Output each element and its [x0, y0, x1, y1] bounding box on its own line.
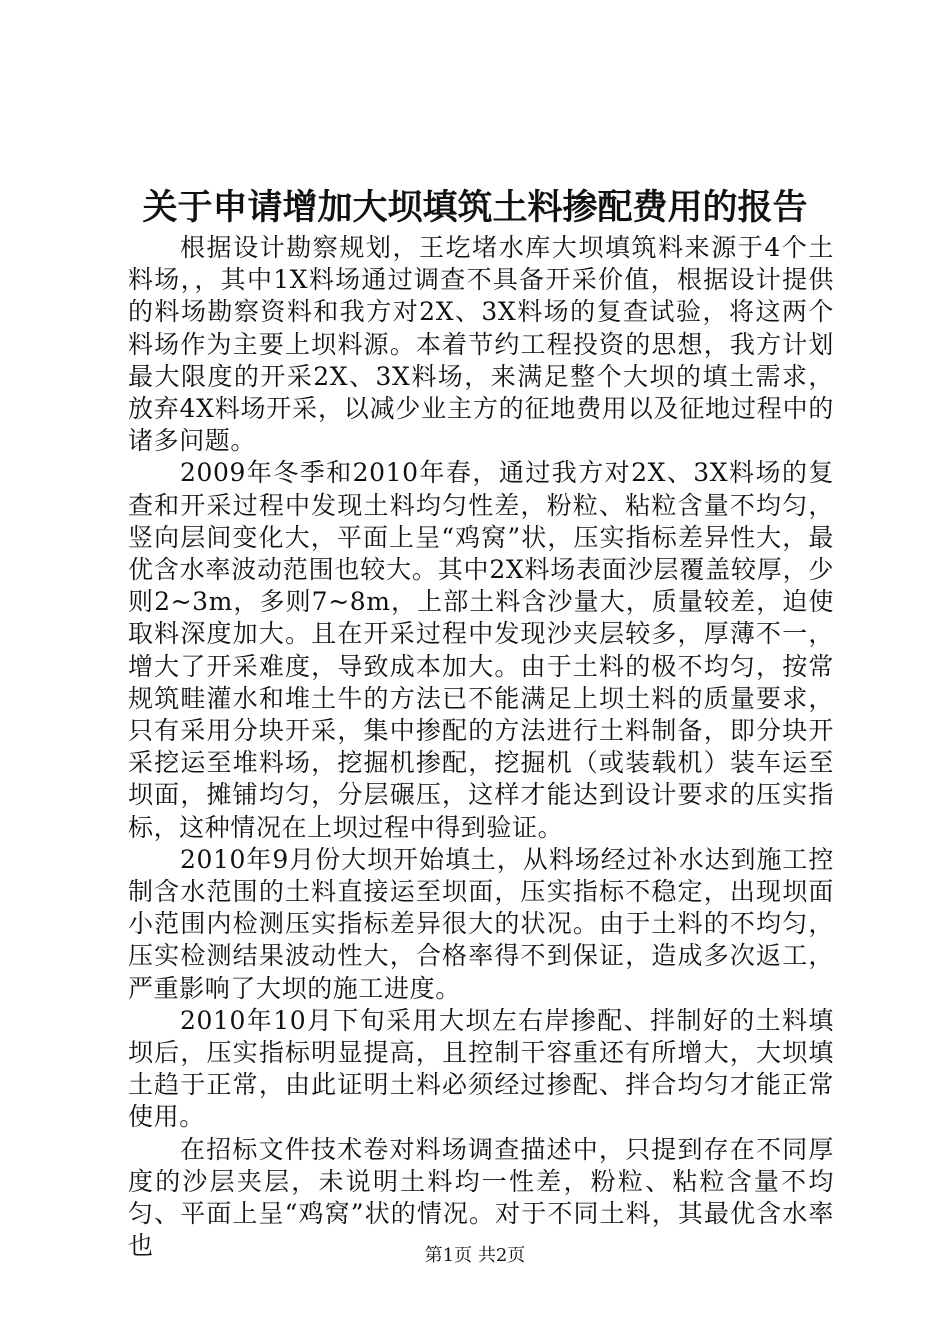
page-footer: 第1页 共2页 — [424, 1245, 526, 1266]
paragraph-4: 2010年10月下旬采用大坝左右岸掺配、拌制好的土料填坝后，压实指标明显提高，且控制干容重还有所增大，大坝填土趋于正常，由此证明土料必须经过掺配、拌合均匀才能正常使用。 — [128, 1005, 834, 1132]
paragraph-2: 2009年冬季和2010年春，通过我方对2X、3X料场的复查和开采过程中发现土料均匀性差，粉粒、粘粒含量不均匀，竖向层间变化大，平面上呈“鸡窝”状，压实指标差异性大，最优含水率波动范围也较大。其中2X料场表面沙层覆盖较厚，少则2~3m，多则7~8m，上部土料含沙量大，质量较差，迫使取料深度加大。且在开采过程中发现沙夹层较多，厚薄不一，增大了开采难度，导致成本加大。由于土料的极不均匀，按常规筑畦灌水和堆土牛的方法已不能满足上坝土料的质量要求，只有采用分块开采，集中掺配的方法进行土料制备，即分块开采挖运至堆料场，挖掘机掺配，挖掘机（或装载机）装车运至坝面，摊铺均匀，分层碾压，这样才能达到设计要求的压实指标，这种情况在上坝过程中得到验证。 — [128, 458, 834, 842]
paragraph-1: 根据设计勘察规划，王圪堵水库大坝填筑料来源于4个土料场，，其中1X料场通过调查不具备开采价值，根据设计提供的料场勘察资料和我方对2X、3X料场的复查试验，将这两个料场作为主要上坝料源。本着节约工程投资的思想，我方计划最大限度的开采2X、3X料场，来满足整个大坝的填土需求，放弃4X料场开采，以减少业主方的征地费用以及征地过程中的诸多问题。 — [128, 233, 834, 456]
paragraph-5: 在招标文件技术卷对料场调查描述中，只提到存在不同厚度的沙层夹层，未说明土料均一性差，粉粒、粘粒含量不均匀、平面上呈“鸡窝”状的情况。对于不同土料，其最优含水率也 — [128, 1134, 834, 1261]
document-title: 关于申请增加大坝填筑土料掺配费用的报告 — [142, 187, 808, 228]
paragraph-3: 2010年9月份大坝开始填土，从料场经过补水达到施工控制含水范围的土料直接运至坝面，压实指标不稳定，出现坝面小范围内检测压实指标差异很大的状况。由于土料的不均匀，压实检测结果波动性大，合格率得不到保证，造成多次返工，严重影响了大坝的施工进度。 — [128, 844, 834, 1003]
document-body — [128, 232, 834, 1263]
